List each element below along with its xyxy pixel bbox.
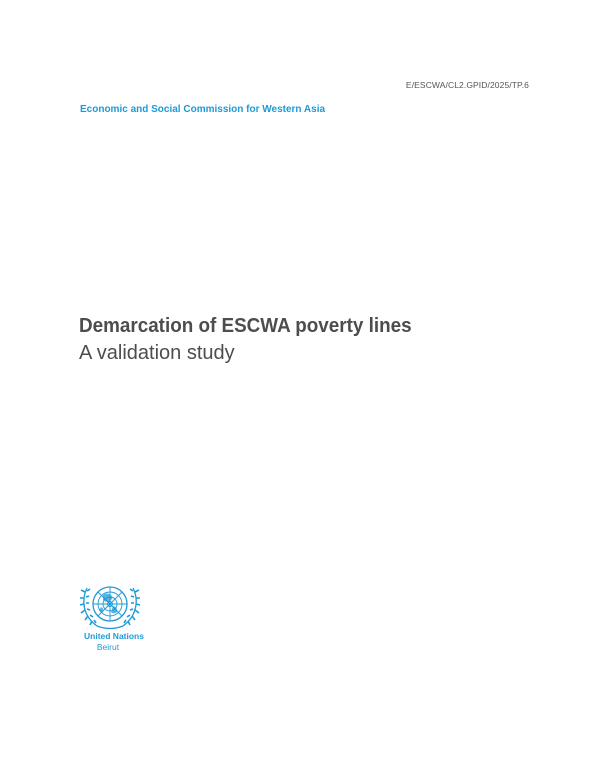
organization-name: Economic and Social Commission for Western Asia [80, 104, 326, 115]
document-subtitle: A validation study [79, 342, 235, 364]
document-symbol: E/ESCWA/CL2.GPID/2025/TP.6 [405, 80, 529, 90]
un-emblem-icon [79, 578, 141, 632]
city-label: Beirut [96, 642, 120, 652]
united-nations-label: United Nations [84, 631, 144, 641]
document-title: Demarcation of ESCWA poverty lines [79, 314, 412, 337]
